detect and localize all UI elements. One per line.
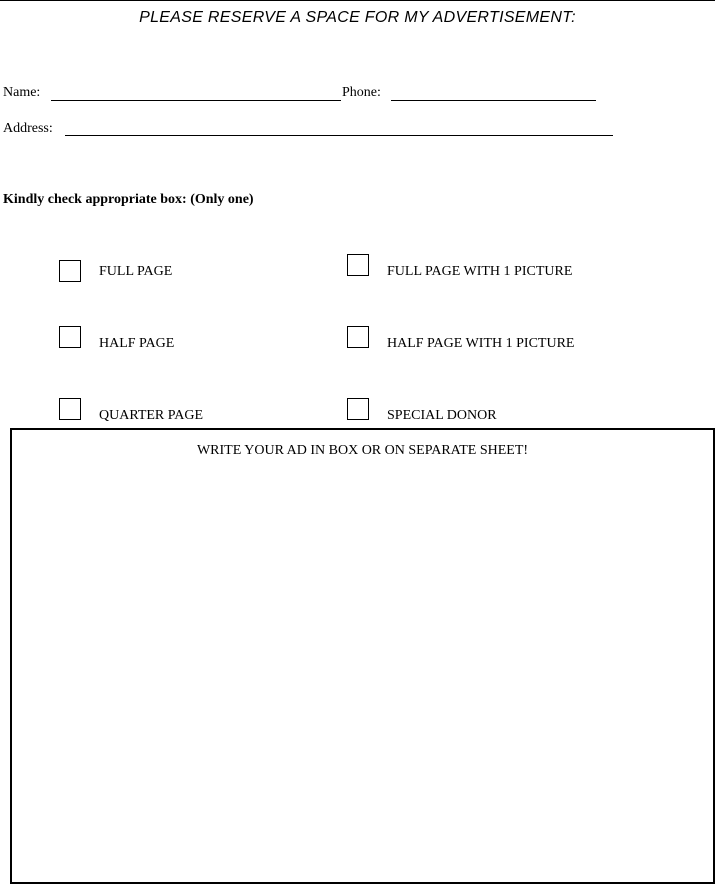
special-donor-checkbox[interactable]: [347, 398, 369, 420]
full-page-checkbox[interactable]: [59, 260, 81, 282]
half-page-picture-label: HALF PAGE WITH 1 PICTURE: [387, 336, 575, 351]
special-donor-label: SPECIAL DONOR: [387, 408, 497, 423]
phone-label: Phone:: [342, 85, 381, 100]
ad-writing-box[interactable]: [10, 428, 715, 884]
quarter-page-checkbox[interactable]: [59, 398, 81, 420]
half-page-label: HALF PAGE: [99, 336, 175, 351]
name-field[interactable]: [51, 100, 341, 101]
address-label: Address:: [3, 121, 53, 136]
full-page-label: FULL PAGE: [99, 264, 173, 279]
top-rule: [0, 0, 715, 1]
full-page-picture-checkbox[interactable]: [347, 254, 369, 276]
name-label: Name:: [3, 85, 41, 100]
half-page-picture-checkbox[interactable]: [347, 326, 369, 348]
ad-box-title: WRITE YOUR AD IN BOX OR ON SEPARATE SHEET!: [196, 443, 529, 458]
half-page-checkbox[interactable]: [59, 326, 81, 348]
full-page-picture-label: FULL PAGE WITH 1 PICTURE: [387, 264, 573, 279]
address-field[interactable]: [65, 135, 613, 136]
phone-field[interactable]: [391, 100, 596, 101]
form-title: PLEASE RESERVE A SPACE FOR MY ADVERTISEMENT:: [139, 9, 576, 26]
instruction-text: Kindly check appropriate box: (Only one): [3, 192, 254, 207]
quarter-page-label: QUARTER PAGE: [99, 408, 204, 423]
